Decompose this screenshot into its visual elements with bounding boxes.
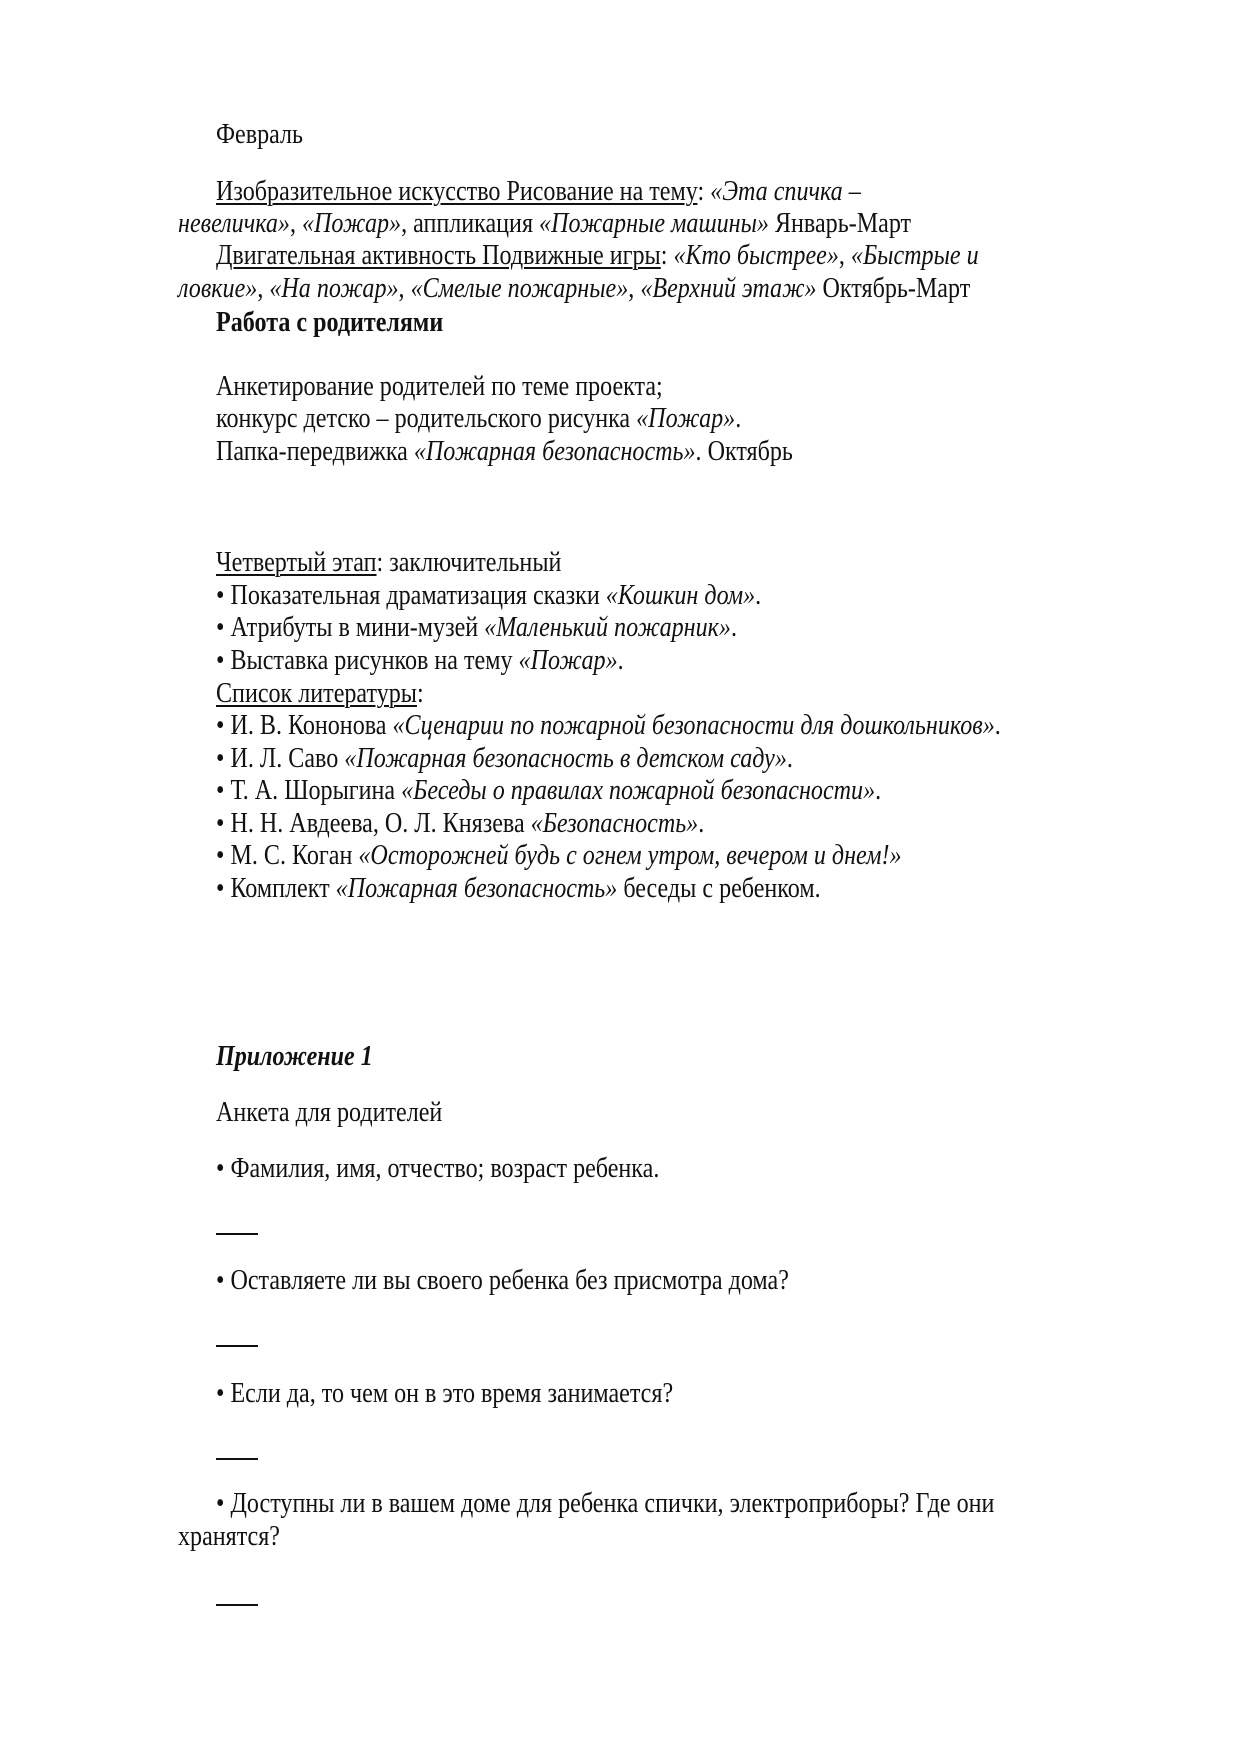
text-run: • И. Л. Саво bbox=[216, 743, 345, 774]
text-line bbox=[216, 873, 821, 905]
text-run: «Кто быстрее» bbox=[673, 240, 839, 271]
text-run: , bbox=[838, 240, 851, 271]
text-line bbox=[216, 1041, 373, 1073]
text-run: «Быстрые и bbox=[850, 240, 979, 271]
text-run: . bbox=[994, 710, 1001, 741]
text-line bbox=[216, 1097, 442, 1129]
text-run: «Сценарии по пожарной безопасности для дошкольников» bbox=[392, 710, 995, 741]
text-run: конкурс детско – родительского рисунка bbox=[216, 403, 637, 434]
text-run: Список литературы bbox=[216, 678, 417, 709]
text-line bbox=[216, 119, 303, 151]
text-run: «Пожар» bbox=[301, 208, 402, 239]
text-run: «Кошкин дом» bbox=[605, 580, 756, 611]
text-run: • Доступны ли в вашем доме для ребенка спички, электроприборы? Где они bbox=[216, 1488, 995, 1519]
text-run: • Если да, то чем он в это время занимается? bbox=[216, 1378, 674, 1409]
text-run: : bbox=[697, 176, 711, 207]
text-line bbox=[216, 743, 793, 775]
text-run: , bbox=[398, 273, 411, 304]
text-run: «Беседы о правилах пожарной безопасности» bbox=[401, 775, 876, 806]
text-run: Папка-передвижка bbox=[216, 436, 414, 467]
text-line bbox=[216, 403, 741, 435]
text-line bbox=[216, 436, 793, 468]
text-run: «Пожарная безопасность» bbox=[413, 436, 696, 467]
text-line bbox=[216, 547, 561, 579]
text-line bbox=[178, 273, 970, 305]
text-run: . bbox=[875, 775, 882, 806]
text-run: беседы с ребенком. bbox=[617, 873, 821, 904]
text-run: Январь-Март bbox=[768, 208, 912, 239]
text-run: , bbox=[257, 273, 270, 304]
text-line bbox=[216, 678, 424, 710]
answer-line bbox=[216, 1458, 258, 1460]
text-line bbox=[178, 1521, 280, 1553]
text-run: Четвертый этап bbox=[216, 547, 377, 578]
text-run: Февраль bbox=[216, 119, 304, 150]
text-run: , bbox=[289, 208, 302, 239]
text-run: • Показательная драматизация сказки bbox=[216, 580, 606, 611]
text-run: «Пожар» bbox=[636, 403, 736, 434]
text-run: Изобразительное искусство Рисование на тему bbox=[216, 176, 698, 207]
answer-line bbox=[216, 1345, 258, 1347]
text-run: • Выставка рисунков на тему bbox=[216, 645, 519, 676]
text-run: «Верхний этаж» bbox=[640, 273, 817, 304]
text-run: : bbox=[416, 678, 424, 709]
text-run: Работа с родителями bbox=[216, 307, 444, 338]
text-line bbox=[216, 176, 861, 208]
text-run: «Пожар» bbox=[518, 645, 618, 676]
text-run: «Пожарные машины» bbox=[539, 208, 769, 239]
text-run: • Фамилия, имя, отчество; возраст ребенка. bbox=[216, 1153, 660, 1184]
text-run: . bbox=[735, 403, 742, 434]
text-line bbox=[216, 1378, 673, 1410]
text-run: • Н. Н. Авдеева, О. Л. Князева bbox=[216, 808, 531, 839]
text-line bbox=[216, 645, 624, 677]
text-run: «Безопасность» bbox=[530, 808, 699, 839]
text-run: «Пожарная безопасность в детском саду» bbox=[344, 743, 787, 774]
text-line bbox=[216, 580, 761, 612]
text-run: , аппликация bbox=[401, 208, 540, 239]
text-run: . bbox=[617, 645, 624, 676]
text-run: ловкие» bbox=[178, 273, 258, 304]
text-line bbox=[178, 208, 911, 240]
text-line bbox=[216, 371, 663, 403]
text-line bbox=[216, 1153, 659, 1185]
text-run: • Атрибуты в мини-музей bbox=[216, 612, 485, 643]
text-run: • И. В. Кононова bbox=[216, 710, 393, 741]
text-line bbox=[216, 1265, 789, 1297]
text-run: , bbox=[628, 273, 641, 304]
text-run: . bbox=[698, 808, 705, 839]
text-line bbox=[216, 307, 443, 339]
text-run: . bbox=[730, 612, 737, 643]
text-line bbox=[216, 240, 979, 272]
text-run: Двигательная активность Подвижные игры bbox=[216, 240, 661, 271]
text-run: • М. С. Коган bbox=[216, 840, 359, 871]
text-run: «Маленький пожарник» bbox=[484, 612, 731, 643]
text-run: : bbox=[660, 240, 674, 271]
text-run: Анкета для родителей bbox=[216, 1097, 443, 1128]
text-line bbox=[216, 1488, 994, 1520]
text-run: . Октябрь bbox=[695, 436, 793, 467]
text-run: : заключительный bbox=[376, 547, 562, 578]
text-line bbox=[216, 840, 902, 872]
text-run: «Смелые пожарные» bbox=[410, 273, 629, 304]
text-line bbox=[216, 612, 737, 644]
text-line bbox=[216, 808, 704, 840]
text-run: невеличка» bbox=[178, 208, 290, 239]
text-run: «Эта спичка – bbox=[710, 176, 861, 207]
text-run: «Пожарная безопасность» bbox=[335, 873, 618, 904]
text-run: • Т. А. Шорыгина bbox=[216, 775, 402, 806]
text-run: «Осторожней будь с огнем утром, вечером и днем!» bbox=[358, 840, 902, 871]
text-run: «На пожар» bbox=[269, 273, 399, 304]
text-line bbox=[216, 710, 1001, 742]
text-run: . bbox=[786, 743, 793, 774]
text-line bbox=[216, 775, 881, 807]
text-run: Анкетирование родителей по теме проекта; bbox=[216, 371, 663, 402]
text-run: Октябрь-Март bbox=[816, 273, 971, 304]
text-run: • Комплект bbox=[216, 873, 336, 904]
answer-line bbox=[216, 1233, 258, 1235]
text-run: • Оставляете ли вы своего ребенка без присмотра дома? bbox=[216, 1265, 789, 1296]
text-run: . bbox=[755, 580, 762, 611]
answer-line bbox=[216, 1604, 258, 1606]
text-run: Приложение 1 bbox=[216, 1041, 373, 1072]
text-run: хранятся? bbox=[178, 1521, 281, 1552]
